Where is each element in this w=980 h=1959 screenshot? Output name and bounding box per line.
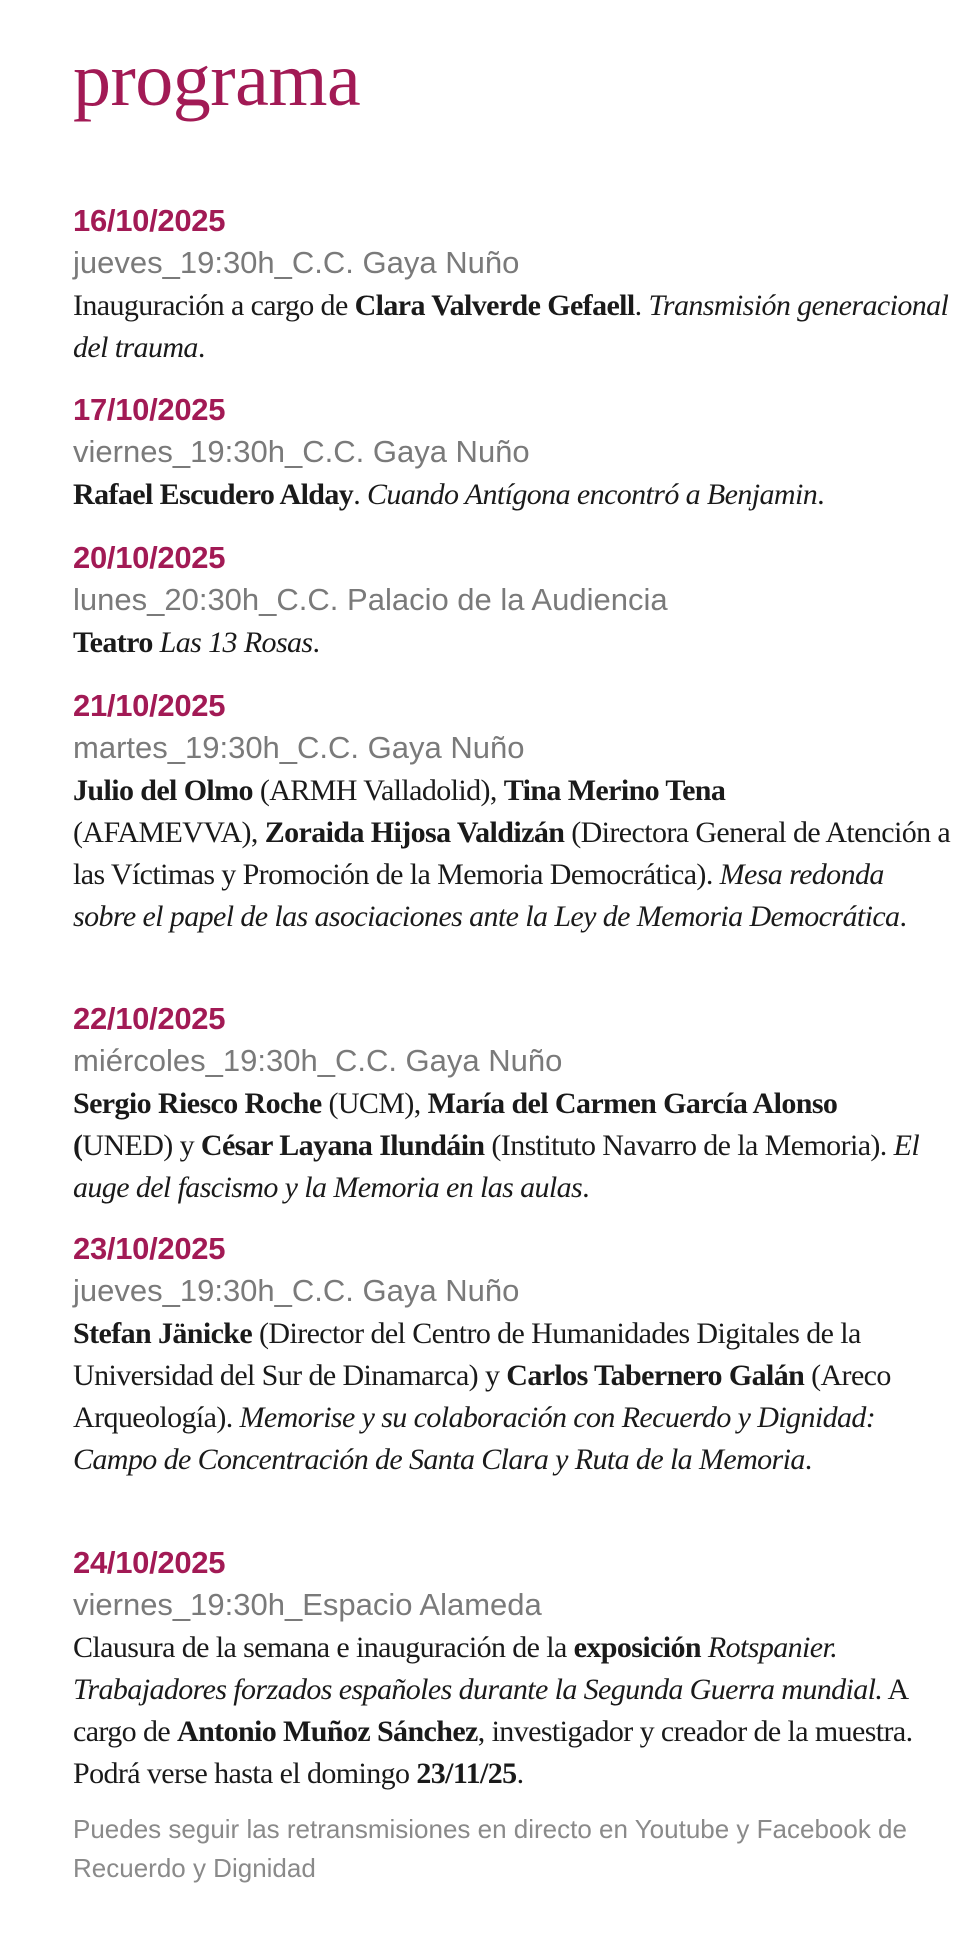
talk-title: Las 13 Rosas <box>159 626 313 659</box>
event-description <box>73 770 953 938</box>
event-meta: jueves_19:30h_C.C. Gaya Nuño <box>73 245 520 280</box>
speaker-name: Julio del Olmo <box>73 774 253 807</box>
event-item <box>73 1228 953 1481</box>
desc-text: . <box>817 478 825 511</box>
event-date: 21/10/2025 <box>73 688 226 723</box>
speaker-name: Stefan Jänicke <box>73 1317 253 1350</box>
desc-text: UNED) y <box>82 1129 201 1162</box>
desc-text: Clausura de la semana e inauguración de la <box>73 1631 574 1664</box>
talk-title: Memorise y su colaboración con Recuerdo y Dignidad: Campo de Concentración de Santa Clara y Ruta de la Memoria <box>73 1401 876 1476</box>
desc-text: . <box>516 1757 524 1790</box>
speaker-name: Clara Valverde Gefaell <box>354 289 635 322</box>
event-item <box>73 537 953 664</box>
event-description <box>73 1083 953 1209</box>
event-description <box>73 285 953 369</box>
desc-text: . <box>899 900 907 933</box>
talk-title: Mesa redonda sobre el papel de las asociaciones ante la Ley de Memoria Democrática <box>73 858 900 933</box>
event-date: 22/10/2025 <box>73 1001 226 1036</box>
desc-text: , investigador y creador de la muestra. Podrá verse hasta el domingo <box>73 1715 913 1790</box>
speaker-name: Carlos Tabernero Galán <box>506 1359 805 1392</box>
desc-text: . <box>804 1443 812 1476</box>
event-meta: viernes_19:30h_Espacio Alameda <box>73 1587 542 1622</box>
event-meta: viernes_19:30h_C.C. Gaya Nuño <box>73 434 530 469</box>
event-meta: jueves_19:30h_C.C. Gaya Nuño <box>73 1273 520 1308</box>
desc-text: (UCM), <box>321 1087 428 1120</box>
desc-text: Inauguración a cargo de <box>73 289 355 322</box>
speaker-name: César Layana Ilundáin <box>200 1129 485 1162</box>
desc-text: (Areco Arqueología). <box>73 1359 891 1434</box>
desc-text: (ARMH Valladolid), <box>252 774 504 807</box>
exhibition-label: exposición <box>573 1631 702 1664</box>
speaker-name: Sergio Riesco Roche <box>73 1087 322 1120</box>
event-item <box>73 200 953 369</box>
event-date: 17/10/2025 <box>73 392 226 427</box>
footer-note: Puedes seguir las retransmisiones en directo en Youtube y Facebook de Recuerdo y Dignidad <box>73 1814 907 1883</box>
event-date: 16/10/2025 <box>73 203 226 238</box>
desc-text: . <box>634 289 649 322</box>
event-date: 24/10/2025 <box>73 1545 226 1580</box>
event-item <box>73 389 953 516</box>
speaker-name: Rafael Escudero Alday <box>73 478 354 511</box>
event-description <box>73 474 953 516</box>
desc-text: (AFAMEVVA), <box>73 816 265 849</box>
page-title: programa <box>73 38 361 122</box>
speaker-name: Antonio Muñoz Sánchez <box>177 1715 478 1748</box>
event-item <box>73 998 953 1209</box>
event-date: 23/10/2025 <box>73 1231 226 1266</box>
event-meta: miércoles_19:30h_C.C. Gaya Nuño <box>73 1043 563 1078</box>
desc-text: (Directora General de Atención a las Víctimas y Promoción de la Memoria Democrática). <box>73 816 951 891</box>
speaker-name: Zoraida Hijosa Valdizán <box>264 816 565 849</box>
event-item <box>73 685 953 938</box>
event-description <box>73 1313 953 1481</box>
speaker-name: María del Carmen García Alonso <box>427 1087 838 1120</box>
talk-title: Transmisión generacional del trauma <box>73 289 949 364</box>
desc-text <box>701 1631 708 1664</box>
event-description <box>73 622 953 664</box>
talk-title: Rotspanier. Trabajadores forzados españoles durante la Segunda Guerra mundial. <box>73 1631 883 1706</box>
speaker-name: Tina Merino Tena <box>503 774 726 807</box>
talk-title: Cuando Antígona encontró a Benjamin <box>367 478 818 511</box>
desc-text: (Director del Centro de Humanidades Digitales de la Universidad del Sur de Dinamarca) y <box>73 1317 861 1392</box>
talk-title: El auge del fascismo y la Memoria en las aulas <box>73 1129 920 1204</box>
desc-text: (Instituto Navarro de la Memoria). <box>484 1129 894 1162</box>
desc-text: A cargo de <box>73 1673 907 1748</box>
event-date: 20/10/2025 <box>73 540 226 575</box>
end-date: 23/11/25 <box>416 1757 517 1790</box>
desc-text: . <box>197 331 205 364</box>
event-meta: martes_19:30h_C.C. Gaya Nuño <box>73 730 525 765</box>
event-description <box>73 1627 953 1795</box>
desc-text: . <box>353 478 368 511</box>
desc-text <box>153 626 160 659</box>
event-meta: lunes_20:30h_C.C. Palacio de la Audiencia <box>73 582 668 617</box>
desc-text: . <box>582 1171 590 1204</box>
event-item <box>73 1542 953 1795</box>
desc-text: ( <box>73 1129 83 1162</box>
desc-text: . <box>312 626 320 659</box>
event-type: Teatro <box>73 626 153 659</box>
